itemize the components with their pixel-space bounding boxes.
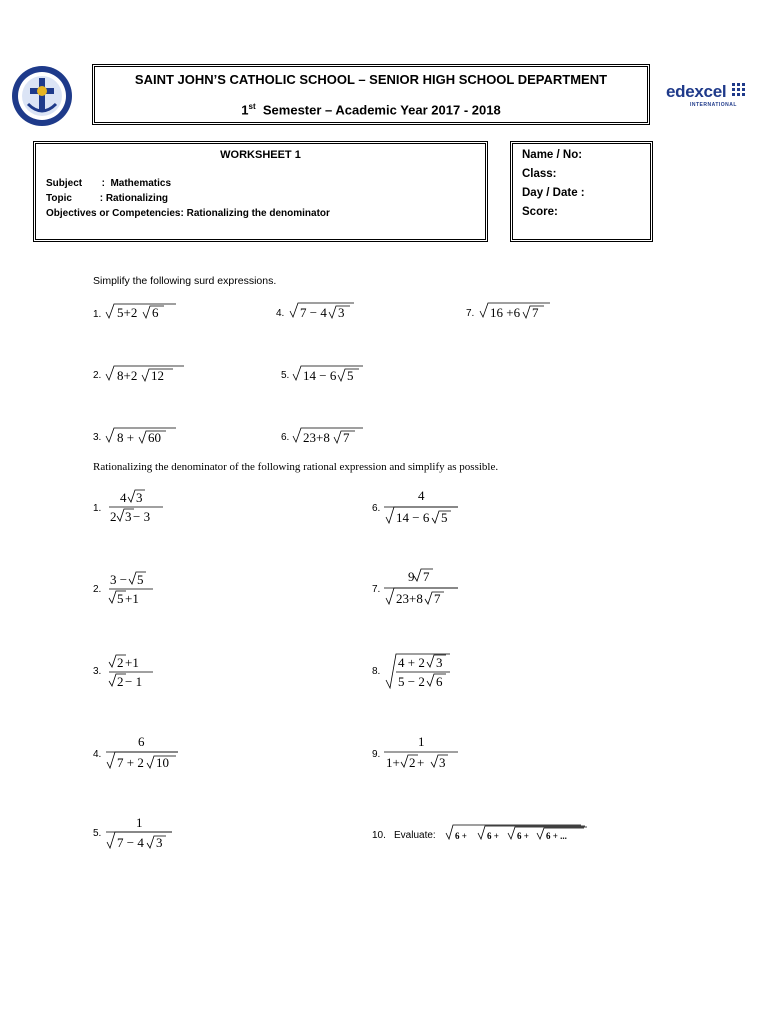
svg-text:6 +: 6 + [455, 831, 467, 841]
svg-text:5: 5 [347, 368, 354, 383]
topic-line: Topic : Rationalizing [46, 193, 169, 204]
svg-text:3.: 3. [93, 666, 102, 677]
svg-text:9.: 9. [372, 749, 381, 760]
svg-text:7: 7 [434, 591, 441, 606]
svg-text:2: 2 [110, 509, 117, 524]
svg-text:5: 5 [117, 591, 124, 606]
svg-text:7.: 7. [466, 308, 475, 319]
svg-text:60: 60 [148, 430, 161, 445]
svg-text:3: 3 [125, 509, 132, 524]
svg-text:7.: 7. [372, 584, 381, 595]
objectives-line: Objectives or Competencies: Rationalizing the denominator [46, 208, 330, 219]
svg-text:7: 7 [343, 430, 350, 445]
svg-text:1.: 1. [93, 503, 102, 514]
svg-text:4.: 4. [93, 749, 102, 760]
svg-text:2: 2 [409, 755, 416, 770]
svg-text:6: 6 [436, 674, 443, 689]
surd-item-6 [281, 428, 363, 445]
svg-text:14 − 6: 14 − 6 [303, 368, 337, 383]
svg-text:+: + [417, 755, 425, 770]
svg-text:8 +: 8 + [117, 430, 135, 445]
svg-text:2.: 2. [93, 370, 102, 381]
svg-text:10.: 10. [372, 830, 386, 841]
surd-item-1 [93, 304, 176, 320]
subject-line: Subject : Mathematics [46, 178, 172, 189]
svg-text:5.: 5. [281, 370, 290, 381]
svg-text:+1: +1 [125, 591, 139, 606]
svg-text:5 − 2: 5 − 2 [398, 674, 425, 689]
name-label: Name / No: [522, 149, 583, 161]
svg-text:3: 3 [439, 755, 446, 770]
svg-text:7 + 2: 7 + 2 [117, 755, 144, 770]
svg-text:5: 5 [441, 510, 448, 525]
svg-text:7: 7 [423, 569, 430, 584]
svg-text:6: 6 [138, 734, 145, 749]
rational-item-3 [93, 655, 153, 689]
section1-instruction: Simplify the following surd expressions. [93, 275, 277, 287]
svg-text:23+8: 23+8 [396, 591, 423, 606]
svg-text:8.: 8. [372, 666, 381, 677]
school-name: SAINT JOHN’S CATHOLIC SCHOOL – SENIOR HIGH SCHOOL DEPARTMENT [134, 72, 608, 87]
rational-item-4 [93, 734, 178, 770]
svg-text:1+: 1+ [386, 755, 400, 770]
semester-line: 1st Semester – Academic Year 2017 - 2018 [241, 102, 501, 118]
svg-text:16 +6: 16 +6 [490, 305, 521, 320]
class-label: Class: [522, 168, 557, 180]
rational-item-8 [372, 654, 450, 689]
svg-text:7 − 4: 7 − 4 [117, 835, 144, 850]
score-label: Score: [522, 206, 558, 218]
svg-text:4.: 4. [276, 308, 285, 319]
worksheet-title: WORKSHEET 1 [220, 149, 301, 161]
svg-text:3.: 3. [93, 432, 102, 443]
svg-text:3: 3 [338, 305, 345, 320]
edexcel-logo: edexcel [666, 82, 727, 101]
rational-item-1 [93, 490, 163, 524]
svg-text:1: 1 [136, 815, 143, 830]
surd-item-4 [276, 303, 354, 320]
surd-item-3 [93, 428, 176, 445]
svg-text:6 +: 6 + [517, 831, 529, 841]
svg-text:4 + 2: 4 + 2 [398, 655, 425, 670]
svg-text:8+2: 8+2 [117, 368, 138, 383]
svg-text:6.: 6. [372, 503, 381, 514]
svg-text:− 3: − 3 [133, 509, 151, 524]
rational-item-5 [93, 815, 172, 850]
svg-text:4: 4 [418, 488, 425, 503]
svg-text:Evaluate:: Evaluate: [394, 830, 436, 841]
surd-item-7 [466, 303, 550, 320]
svg-text:1.: 1. [93, 309, 102, 320]
svg-text:7: 7 [532, 305, 539, 320]
svg-text:6: 6 [152, 305, 159, 320]
svg-text:6 +: 6 + [487, 831, 499, 841]
svg-text:− 1: − 1 [125, 674, 143, 689]
surd-item-5 [281, 366, 363, 383]
svg-text:23+8: 23+8 [303, 430, 330, 445]
rational-item-2 [93, 572, 153, 606]
section2-instruction: Rationalizing the denominator of the following rational expression and simplify as possible. [93, 461, 499, 473]
svg-text:3: 3 [156, 835, 163, 850]
svg-text:12: 12 [151, 368, 164, 383]
date-label: Day / Date : [522, 187, 585, 199]
svg-text:+1: +1 [125, 655, 139, 670]
svg-text:3 −: 3 − [110, 572, 128, 587]
svg-text:6 + ...: 6 + ... [546, 831, 567, 841]
svg-text:5.: 5. [93, 828, 102, 839]
svg-text:5+2: 5+2 [117, 305, 138, 320]
svg-text:4: 4 [120, 490, 127, 505]
svg-text:7 − 4: 7 − 4 [300, 305, 327, 320]
svg-text:3: 3 [436, 655, 443, 670]
svg-text:3: 3 [136, 490, 143, 505]
svg-text:6.: 6. [281, 432, 290, 443]
rational-item-6 [372, 488, 458, 525]
svg-text:1: 1 [418, 734, 425, 749]
svg-text:2.: 2. [93, 584, 102, 595]
svg-text:9: 9 [408, 569, 415, 584]
svg-text:2: 2 [117, 655, 124, 670]
svg-text:14 − 6: 14 − 6 [396, 510, 430, 525]
rational-item-10 [372, 825, 587, 841]
surd-item-2 [93, 366, 184, 383]
svg-text:2: 2 [117, 674, 124, 689]
edexcel-sub: INTERNATIONAL [690, 102, 737, 108]
svg-text:5: 5 [137, 572, 144, 587]
rational-item-7 [372, 569, 458, 606]
rational-item-9 [372, 734, 458, 770]
svg-text:10: 10 [156, 755, 169, 770]
